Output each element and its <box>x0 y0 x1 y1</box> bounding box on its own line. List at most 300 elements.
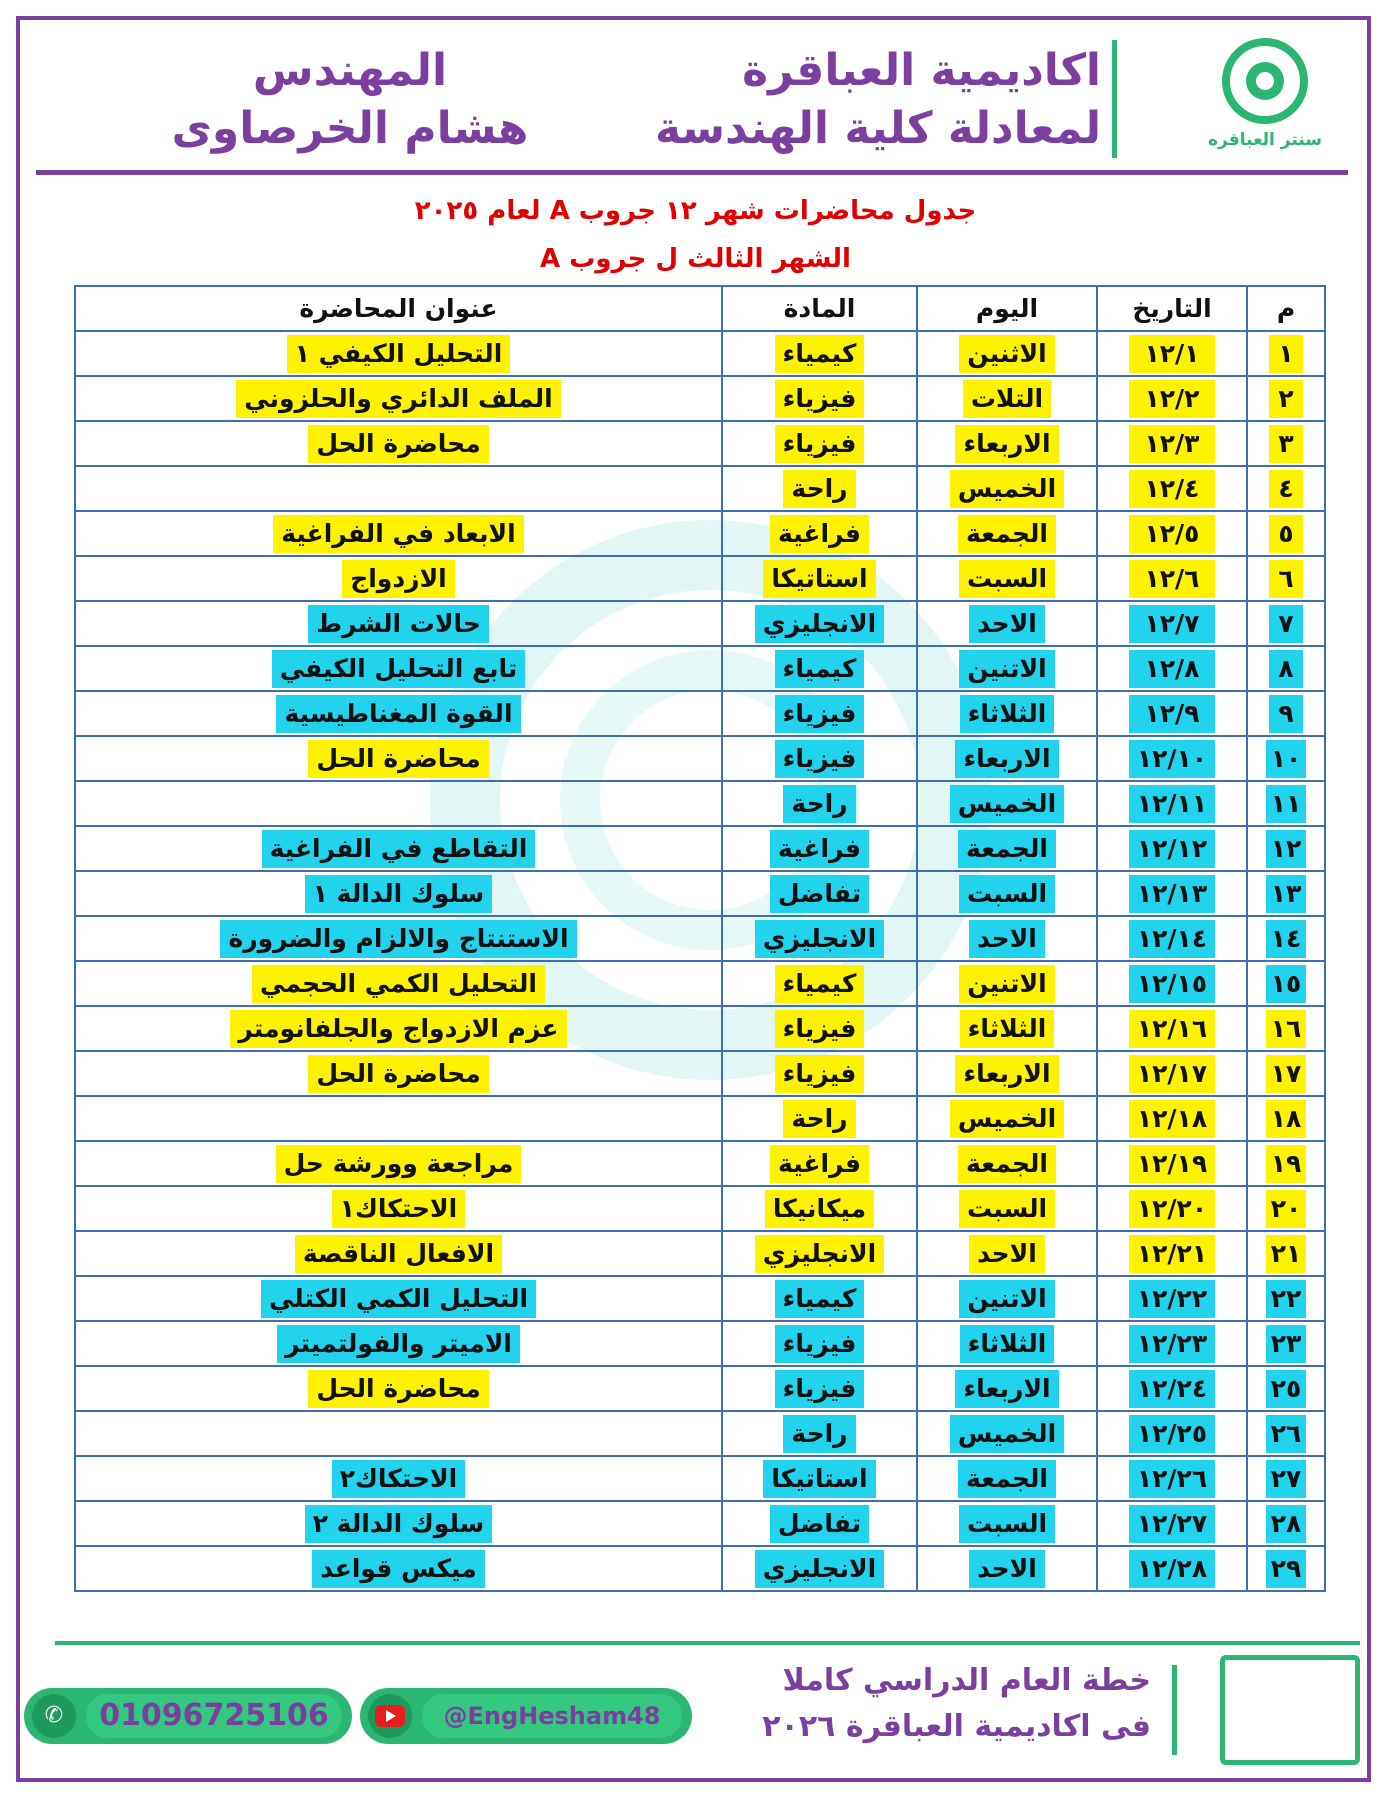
cell-subject <box>722 1051 917 1096</box>
cell-subject <box>722 916 917 961</box>
cell-title-text: الاحتكاك١ <box>332 1190 466 1228</box>
table-row <box>75 1096 1325 1141</box>
col-header-title: عنوان المحاضرة <box>75 286 722 331</box>
cell-date-text: ١٢/٧ <box>1129 605 1215 643</box>
cell-title <box>75 1456 722 1501</box>
cell-no <box>1247 1006 1325 1051</box>
cell-day-text: الاثنين <box>959 335 1054 373</box>
cell-no-text: ١٩ <box>1266 1145 1307 1183</box>
cell-day <box>917 376 1097 421</box>
cell-title <box>75 781 722 826</box>
cell-no-text: ٣ <box>1269 425 1303 463</box>
cell-subject <box>722 1456 917 1501</box>
cell-title <box>75 1546 722 1591</box>
col-header-no: م <box>1247 286 1325 331</box>
cell-date-text: ١٢/٢٦ <box>1129 1460 1215 1498</box>
cell-title-text: محاضرة الحل <box>308 1370 488 1408</box>
cell-no-text: ٢٦ <box>1266 1415 1307 1453</box>
cell-title-text: الازدواج <box>342 560 455 598</box>
cell-no <box>1247 1321 1325 1366</box>
cell-title-text: التحليل الكمي الكتلي <box>261 1280 536 1318</box>
cell-day <box>917 1096 1097 1141</box>
cell-day-text: الخميس <box>950 470 1064 508</box>
cell-title <box>75 1096 722 1141</box>
cell-title <box>75 736 722 781</box>
cell-day-text: الجمعة <box>958 515 1056 553</box>
cell-day <box>917 1321 1097 1366</box>
cell-day <box>917 556 1097 601</box>
cell-no <box>1247 1141 1325 1186</box>
cell-no-text: ١٣ <box>1266 875 1307 913</box>
cell-title <box>75 1141 722 1186</box>
cell-title <box>75 1411 722 1456</box>
cell-no <box>1247 556 1325 601</box>
cell-subject-text: فراغية <box>770 515 869 553</box>
cell-date-text: ١٢/١١ <box>1129 785 1215 823</box>
cell-day-text: الجمعة <box>958 830 1056 868</box>
table-row <box>75 1366 1325 1411</box>
table-row <box>75 646 1325 691</box>
cell-title <box>75 1006 722 1051</box>
cell-date <box>1097 1231 1247 1276</box>
cell-day <box>917 511 1097 556</box>
cell-no <box>1247 871 1325 916</box>
cell-no <box>1247 691 1325 736</box>
cell-day-text: الثلاثاء <box>960 1325 1055 1363</box>
cell-date-text: ١٢/٢٥ <box>1129 1415 1215 1453</box>
cell-subject-text: كيمياء <box>775 1280 865 1318</box>
cell-title-text: محاضرة الحل <box>308 740 488 778</box>
table-row <box>75 1006 1325 1051</box>
cell-title-text: عزم الازدواج والجلفانومتر <box>230 1010 566 1048</box>
cell-day-text: الاتنين <box>959 965 1054 1003</box>
cell-subject <box>722 601 917 646</box>
cell-title-text: حالات الشرط <box>308 605 489 643</box>
col-header-day: اليوم <box>917 286 1097 331</box>
schedule-title: جدول محاضرات شهر ١٢ جروب A لعام ٢٠٢٥ <box>414 196 977 226</box>
cell-no-text: ٢ <box>1269 380 1303 418</box>
cell-date-text: ١٢/٤ <box>1129 470 1215 508</box>
cell-subject <box>722 691 917 736</box>
cell-title-text: مراجعة وورشة حل <box>276 1145 522 1183</box>
cell-no <box>1247 466 1325 511</box>
cell-day <box>917 781 1097 826</box>
cell-date <box>1097 421 1247 466</box>
cell-no <box>1247 511 1325 556</box>
cell-day <box>917 736 1097 781</box>
cell-title <box>75 1501 722 1546</box>
table-row <box>75 331 1325 376</box>
cell-title <box>75 1276 722 1321</box>
cell-subject <box>722 1546 917 1591</box>
cell-date <box>1097 1456 1247 1501</box>
cell-no <box>1247 1231 1325 1276</box>
table-row <box>75 1501 1325 1546</box>
cell-no <box>1247 376 1325 421</box>
cell-subject <box>722 1501 917 1546</box>
cell-subject <box>722 871 917 916</box>
cell-title <box>75 646 722 691</box>
table-row <box>75 556 1325 601</box>
cell-no-text: ٢٩ <box>1266 1550 1307 1588</box>
youtube-icon <box>368 1694 412 1738</box>
cell-date <box>1097 601 1247 646</box>
cell-date <box>1097 466 1247 511</box>
header-divider <box>1112 40 1117 158</box>
cell-subject <box>722 511 917 556</box>
cell-no-text: ٨ <box>1269 650 1303 688</box>
cell-day-text: التلات <box>963 380 1051 418</box>
cell-day-text: الاحد <box>969 920 1045 958</box>
table-row <box>75 781 1325 826</box>
cell-no-text: ١ <box>1269 335 1303 373</box>
cell-subject-text: الانجليزي <box>755 1235 884 1273</box>
table-row <box>75 1546 1325 1591</box>
cell-subject <box>722 1411 917 1456</box>
cell-no-text: ٢٢ <box>1266 1280 1307 1318</box>
cell-subject <box>722 556 917 601</box>
cell-title-text: محاضرة الحل <box>308 1055 488 1093</box>
cell-day-text: الاحد <box>969 605 1045 643</box>
cell-day-text: السبت <box>959 1505 1055 1543</box>
table-row <box>75 1186 1325 1231</box>
footer-divider <box>1172 1665 1177 1755</box>
cell-day-text: الاربعاء <box>955 1055 1058 1093</box>
cell-no-text: ١٨ <box>1266 1100 1307 1138</box>
cell-day <box>917 871 1097 916</box>
brain-icon <box>1222 38 1308 124</box>
cell-date <box>1097 1321 1247 1366</box>
cell-no <box>1247 1501 1325 1546</box>
cell-subject <box>722 376 917 421</box>
cell-title <box>75 601 722 646</box>
cell-subject-text: فيزياء <box>775 425 865 463</box>
cell-date-text: ١٢/٢٨ <box>1129 1550 1215 1588</box>
cell-date <box>1097 331 1247 376</box>
cell-day-text: السبت <box>959 560 1055 598</box>
cell-date <box>1097 1411 1247 1456</box>
table-row <box>75 1231 1325 1276</box>
cell-day <box>917 1141 1097 1186</box>
cell-date <box>1097 961 1247 1006</box>
cell-date-text: ١٢/٩ <box>1129 695 1215 733</box>
cell-subject-text: فيزياء <box>775 740 865 778</box>
cell-title <box>75 916 722 961</box>
cell-day <box>917 1276 1097 1321</box>
cell-date <box>1097 691 1247 736</box>
cell-date <box>1097 511 1247 556</box>
cell-day <box>917 1231 1097 1276</box>
col-header-subject: المادة <box>722 286 917 331</box>
cell-title-text: سلوك الدالة ١ <box>305 875 493 913</box>
cell-no-text: ٢٠ <box>1266 1190 1307 1228</box>
cell-date-text: ١٢/١٤ <box>1129 920 1215 958</box>
cell-no <box>1247 781 1325 826</box>
table-row <box>75 601 1325 646</box>
cell-day-text: الجمعة <box>958 1460 1056 1498</box>
cell-day <box>917 916 1097 961</box>
table-row <box>75 1276 1325 1321</box>
cell-date-text: ١٢/٢ <box>1129 380 1215 418</box>
cell-no-text: ١٦ <box>1266 1010 1307 1048</box>
academy-line2: لمعادلة كلية الهندسة <box>655 103 1101 154</box>
cell-date-text: ١٢/١٨ <box>1129 1100 1215 1138</box>
cell-no-text: ٥ <box>1269 515 1303 553</box>
table-row <box>75 916 1325 961</box>
cell-title-text: الملف الدائري والحلزوني <box>236 380 560 418</box>
cell-title <box>75 466 722 511</box>
cell-date-text: ١٢/٢٤ <box>1129 1370 1215 1408</box>
cell-date <box>1097 826 1247 871</box>
cell-title-text: التقاطع في الفراغية <box>262 830 536 868</box>
cell-no <box>1247 1456 1325 1501</box>
cell-day-text: الاحد <box>969 1550 1045 1588</box>
cell-no <box>1247 1546 1325 1591</box>
cell-date-text: ١٢/٥ <box>1129 515 1215 553</box>
cell-no-text: ٦ <box>1269 560 1303 598</box>
cell-title <box>75 1366 722 1411</box>
cell-subject-text: فراغية <box>770 830 869 868</box>
cell-no <box>1247 1411 1325 1456</box>
table-row <box>75 421 1325 466</box>
cell-title-text: التحليل الكيفي ١ <box>287 335 511 373</box>
cell-day-text: الاربعاء <box>955 425 1058 463</box>
cell-subject-text: راحة <box>783 1100 855 1138</box>
table-row <box>75 871 1325 916</box>
cell-subject-text: الانجليزي <box>755 605 884 643</box>
cell-subject-text: فيزياء <box>775 695 865 733</box>
cell-no-text: ١٧ <box>1266 1055 1307 1093</box>
cell-date <box>1097 646 1247 691</box>
cell-no-text: ٩ <box>1269 695 1303 733</box>
cell-subject-text: فيزياء <box>775 380 865 418</box>
cell-no-text: ٤ <box>1269 470 1303 508</box>
cell-day <box>917 466 1097 511</box>
cell-subject <box>722 421 917 466</box>
table-row <box>75 1321 1325 1366</box>
cell-no-text: ١١ <box>1266 785 1307 823</box>
cell-title <box>75 1186 722 1231</box>
cell-title-text: الابعاد في الفراغية <box>273 515 524 553</box>
cell-subject <box>722 781 917 826</box>
cell-subject-text: تفاضل <box>770 875 869 913</box>
table-row <box>75 826 1325 871</box>
cell-subject-text: فراغية <box>770 1145 869 1183</box>
cell-date <box>1097 1186 1247 1231</box>
cell-day-text: الخميس <box>950 785 1064 823</box>
cell-subject-text: راحة <box>783 1415 855 1453</box>
cell-title <box>75 961 722 1006</box>
cell-no <box>1247 1186 1325 1231</box>
cell-day <box>917 1411 1097 1456</box>
cell-day-text: الثلاثاء <box>960 695 1055 733</box>
youtube-badge[interactable] <box>360 1688 692 1744</box>
cell-no-text: ١٠ <box>1266 740 1307 778</box>
cell-date-text: ١٢/٣ <box>1129 425 1215 463</box>
cell-subject <box>722 1141 917 1186</box>
schedule-table <box>74 285 1326 1592</box>
cell-subject-text: ميكانيكا <box>765 1190 874 1228</box>
cell-title <box>75 511 722 556</box>
table-row <box>75 691 1325 736</box>
cell-no-text: ٧ <box>1269 605 1303 643</box>
cell-day-text: الجمعة <box>958 1145 1056 1183</box>
whatsapp-badge[interactable] <box>24 1688 352 1744</box>
logo-text: سنتر العباقره <box>1208 130 1322 150</box>
cell-subject-text: فيزياء <box>775 1010 865 1048</box>
cell-title-text: التحليل الكمي الحجمي <box>252 965 545 1003</box>
col-header-date: التاريخ <box>1097 286 1247 331</box>
cell-date <box>1097 556 1247 601</box>
cell-no-text: ٢٥ <box>1266 1370 1307 1408</box>
cell-date-text: ١٢/١٦ <box>1129 1010 1215 1048</box>
cell-subject <box>722 1096 917 1141</box>
cell-subject <box>722 1321 917 1366</box>
youtube-handle[interactable]: @EngHesham48 <box>422 1694 682 1738</box>
academy-line1: اكاديمية العباقرة <box>742 45 1101 96</box>
cell-subject <box>722 826 917 871</box>
table-row <box>75 511 1325 556</box>
cell-day-text: الاربعاء <box>955 1370 1058 1408</box>
cell-date-text: ١٢/٢٢ <box>1129 1280 1215 1318</box>
cell-subject-text: راحة <box>783 785 855 823</box>
cell-no <box>1247 916 1325 961</box>
cell-day <box>917 331 1097 376</box>
cell-subject <box>722 1006 917 1051</box>
engineer-line1: المهندس <box>252 45 448 96</box>
cell-date-text: ١٢/٢٧ <box>1129 1505 1215 1543</box>
cell-title-text: سلوك الدالة ٢ <box>305 1505 493 1543</box>
cell-no-text: ١٤ <box>1266 920 1307 958</box>
cell-title-text: محاضرة الحل <box>308 425 488 463</box>
cell-day-text: الثلاثاء <box>960 1010 1055 1048</box>
cell-date <box>1097 916 1247 961</box>
table-header-row <box>75 286 1325 331</box>
cell-no <box>1247 961 1325 1006</box>
cell-date-text: ١٢/١ <box>1129 335 1215 373</box>
cell-title <box>75 1051 722 1096</box>
cell-day-text: السبت <box>959 875 1055 913</box>
cell-day-text: الخميس <box>950 1415 1064 1453</box>
cell-title <box>75 826 722 871</box>
phone-number[interactable]: 01096725106 <box>86 1694 342 1738</box>
cell-day-text: الاحد <box>969 1235 1045 1273</box>
cell-date-text: ١٢/١٢ <box>1129 830 1215 868</box>
cell-title <box>75 331 722 376</box>
cell-day <box>917 1366 1097 1411</box>
cell-date <box>1097 1006 1247 1051</box>
cell-date <box>1097 1501 1247 1546</box>
cell-title <box>75 1231 722 1276</box>
cell-day <box>917 1006 1097 1051</box>
corner-frame <box>1220 1655 1360 1765</box>
table-row <box>75 1456 1325 1501</box>
cell-date <box>1097 1546 1247 1591</box>
cell-day <box>917 1051 1097 1096</box>
whatsapp-icon: ✆ <box>32 1694 76 1738</box>
engineer-name <box>160 42 540 158</box>
cell-subject <box>722 961 917 1006</box>
cell-date <box>1097 1141 1247 1186</box>
cell-no-text: ١٥ <box>1266 965 1307 1003</box>
cell-subject <box>722 1276 917 1321</box>
cell-no <box>1247 331 1325 376</box>
cell-day <box>917 1501 1097 1546</box>
cell-no <box>1247 421 1325 466</box>
cell-day <box>917 646 1097 691</box>
cell-no <box>1247 736 1325 781</box>
cell-no <box>1247 646 1325 691</box>
table-row <box>75 1411 1325 1456</box>
cell-title <box>75 871 722 916</box>
cell-day <box>917 826 1097 871</box>
cell-date-text: ١٢/١٣ <box>1129 875 1215 913</box>
cell-title <box>75 376 722 421</box>
cell-subject-text: استاتيكا <box>763 560 875 598</box>
cell-day <box>917 601 1097 646</box>
plan-line1: خطة العام الدراسي كاملا <box>782 1663 1151 1698</box>
table-row <box>75 376 1325 421</box>
engineer-line2: هشام الخرصاوى <box>171 103 529 154</box>
cell-title <box>75 421 722 466</box>
cell-day <box>917 691 1097 736</box>
cell-day-text: الاتنين <box>959 650 1054 688</box>
cell-day <box>917 1546 1097 1591</box>
table-row <box>75 1141 1325 1186</box>
academy-logo <box>1200 38 1330 163</box>
cell-day <box>917 421 1097 466</box>
cell-no-text: ١٢ <box>1266 830 1307 868</box>
cell-date <box>1097 736 1247 781</box>
cell-title-text: تابع التحليل الكيفي <box>272 650 526 688</box>
plan-line2: فى اكاديمية العباقرة ٢٠٢٦ <box>762 1709 1151 1744</box>
cell-day-text: الاتنين <box>959 1280 1054 1318</box>
cell-title-text: القوة المغناطيسية <box>276 695 520 733</box>
table-row <box>75 1051 1325 1096</box>
cell-no <box>1247 1096 1325 1141</box>
cell-title-text: الاحتكاك٢ <box>332 1460 466 1498</box>
cell-day <box>917 1456 1097 1501</box>
cell-subject <box>722 1231 917 1276</box>
cell-no <box>1247 1366 1325 1411</box>
cell-title-text: ميكس قواعد <box>312 1550 484 1588</box>
schedule-subtitle: الشهر الثالث ل جروب A <box>540 244 851 274</box>
cell-subject <box>722 646 917 691</box>
cell-date-text: ١٢/٢٠ <box>1129 1190 1215 1228</box>
cell-subject-text: تفاضل <box>770 1505 869 1543</box>
table-row <box>75 466 1325 511</box>
cell-subject-text: راحة <box>783 470 855 508</box>
academy-title <box>541 42 1101 158</box>
cell-no <box>1247 601 1325 646</box>
cell-no-text: ٢٣ <box>1266 1325 1307 1363</box>
cell-date-text: ١٢/١٩ <box>1129 1145 1215 1183</box>
cell-date-text: ١٢/٦ <box>1129 560 1215 598</box>
cell-no <box>1247 1051 1325 1096</box>
cell-no <box>1247 826 1325 871</box>
cell-subject-text: الانجليزي <box>755 920 884 958</box>
cell-day <box>917 961 1097 1006</box>
footer-rule <box>55 1641 1360 1645</box>
cell-subject-text: فيزياء <box>775 1370 865 1408</box>
cell-date <box>1097 1276 1247 1321</box>
cell-title <box>75 691 722 736</box>
cell-title <box>75 1321 722 1366</box>
cell-date-text: ١٢/١٧ <box>1129 1055 1215 1093</box>
cell-subject-text: فيزياء <box>775 1325 865 1363</box>
cell-date <box>1097 871 1247 916</box>
cell-day-text: السبت <box>959 1190 1055 1228</box>
